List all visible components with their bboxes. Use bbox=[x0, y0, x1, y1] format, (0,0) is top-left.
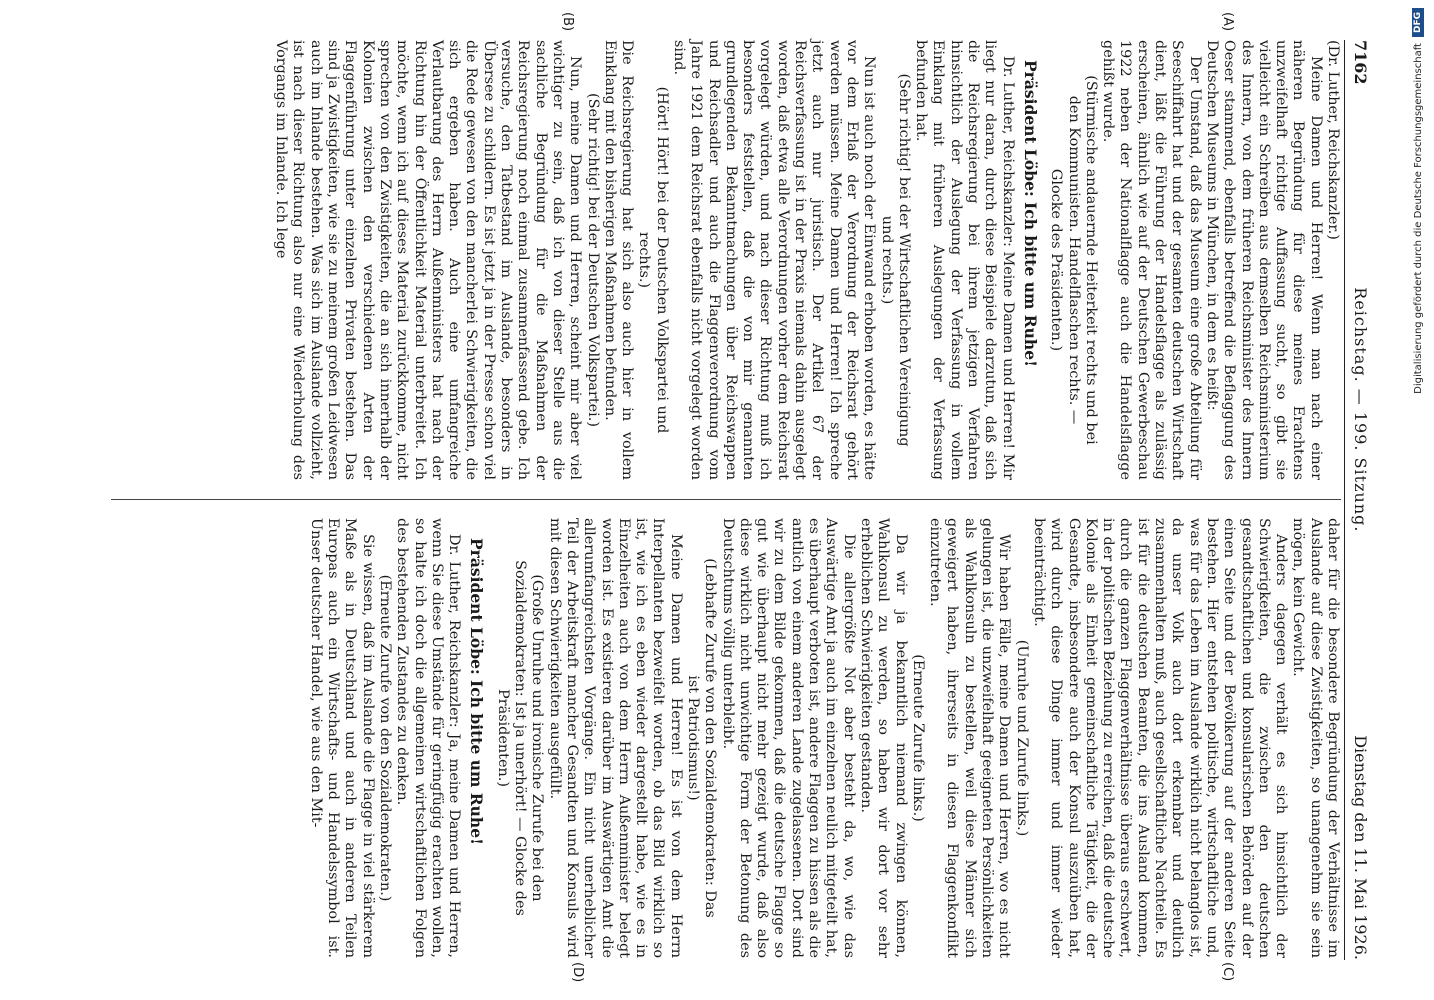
paragraph: Die allergrößte Not aber besteht da, wo, wie das Auswärtige Amt ja auch im einzelnen neulich mitgeteilt hat, es überhaupt verboten ist, andere Flaggen zu hissen als die amtlich von einem anderen Lande zugelassenen. Dort sind wir zu dem Bilde gekommen, daß die deutsche Flagge so gut wie überhaupt nicht mehr gezeigt wurde, daß also diese wirklich nicht unwichtige Form der Betonung des Deutschtums völlig unterbleibt. bbox=[719, 518, 857, 958]
page-header bbox=[1351, 40, 1385, 960]
interjection: (Stürmische andauernde Heiterkeit rechts und bei den Kommunisten. Handelflaschen rechts. — Glocke des Präsidenten.) bbox=[1048, 75, 1099, 445]
interjection: (Hört! Hört! bei der Deutschen Volkspartei und rechts.) bbox=[636, 86, 670, 434]
paragraph: Dr. Luther, Reichskanzler: Ja, meine Damen und Herren, wenn Sie diese Umstände für geringfügig erachten wollen, so halte ich doch die allgemeinen wirtschaftlichen Folgen des bestehenden Zustandes zu denken. bbox=[394, 518, 463, 958]
paragraph: Wir haben Fälle, meine Damen und Herren, wo es nicht gelungen ist, die unzweifelhaft geeigneten Persönlichkeiten als Wahlkonsuln zu bestellen, weil diese Männer sich geweigert haben, ihrerseits in diesen Flaggenkonflikt einzutreten. bbox=[927, 518, 1013, 958]
speaker-heading: Präsident Löbe: Ich bitte um Ruhe! bbox=[467, 538, 487, 845]
paragraph: Die Reichsregierung hat sich also auch hier in vollem Einklang mit den bisherigen Maßnahmen befunden. bbox=[601, 40, 636, 480]
interjection: (Erneute Zurufe links.) bbox=[909, 654, 926, 822]
header-date: Dienstag den 11. Mai 1926. bbox=[1351, 735, 1370, 960]
paragraph: Da wir ja bekanntlich niemand zwingen können, Wahlkonsul zu werden, so haben wir dort vor sehr erheblichen Schwierigkeiten gestanden. bbox=[857, 518, 909, 958]
right-column bbox=[111, 518, 1341, 958]
paragraph: daher für die besondere Begründung der Verhältnisse im Auslande auf diese Zwistigkeiten, so unangenehm sie sein mögen, kein Gewicht. bbox=[1290, 518, 1341, 958]
page-content-rotated bbox=[85, 12, 1385, 983]
left-column bbox=[111, 40, 1341, 480]
interjection: (Sehr richtig! bei der Wirtschaftlichen Vereinigung und rechts.) bbox=[878, 73, 912, 447]
paragraph: (Dr. Luther, Reichskanzler.) bbox=[1325, 40, 1341, 240]
margin-marker-b: (B) bbox=[560, 12, 575, 32]
paragraph: Meine Damen und Herren! Wenn man nach einer näheren Begründung für diese meines Erachtens unzweifelhaft richtige Auffassung sucht, so gibt sie vielleicht ein Schreiben aus demselben Reichsministerium des Innern, von dem früheren Reichsminister des Innern Oeser stammend, ebenfalls betreffend die Beflaggung des Deutschen Museums in München, in dem es heißt: bbox=[1203, 40, 1324, 480]
margin-marker-c: (C) bbox=[1220, 962, 1235, 982]
interjection: (Erneute Zurufe von den Sozialdemokraten.) bbox=[376, 574, 393, 902]
watermark-text: Digitalisierung gefördert durch die Deutsche Forschungsgemeinschaft bbox=[1412, 43, 1424, 394]
dfg-logo-icon: DFG bbox=[1412, 8, 1424, 37]
interjection: (Sehr richtig! bei der Deutschen Volkspartei.) bbox=[584, 93, 601, 427]
paragraph: Sie wissen, daß im Auslande die Flagge in viel stärkerem Maße als in Deutschland und auch in anderen Teilen Europas auch ein Wirtschafts- und Handelssymbol ist. Unser deutscher Handel, wie aus den Mit- bbox=[307, 518, 376, 958]
paragraph: Anders dagegen verhält es sich hinsichtlich der Schwierigkeiten, die zwischen den deutschen gesandtschaftlichen und konsularischen Behörden auf der einen Seite und der Bevölkerung auf der anderen Seite bestehen. Hier entstehen politische, wirtschaftliche und, was für das Leben im Auslande wirklich nicht belanglos ist, da unser Volk auch dort erkennbar und deutlich zusammenhalten muß, auch gesellschaftliche Nachteile. Es ist für die deutschen Beamten, die ins Ausland kommen, durch die ganzen Flaggenverhältnisse überaus erschwert, in der politischen Beziehung zu erreichen, daß die deutsche Kolonie als Einheit gemeinschaftliche Tätigkeit, die der Gesandte, insbesondere auch der Konsul auszuüben hat, wird durch diese Dinge immer und immer wieder beeinträchtigt. bbox=[1030, 518, 1290, 958]
page-number: 7162 bbox=[1351, 40, 1370, 85]
scanned-page bbox=[85, 12, 1385, 983]
margin-marker-d: (D) bbox=[570, 962, 585, 983]
paragraph: Der Umstand, daß das Museum eine große Abteilung für Seeschiffahrt hat und der gesamten deutschen Wirtschaft dient, läßt die Führung der Handelsflagge als zulässig erscheinen, ähnlich wie auf der Deutschen Gewerbeschau 1922 neben der Nationalflagge auch die Handelsflagge gehißt wurde. bbox=[1100, 40, 1203, 480]
speaker-heading: Präsident Löbe: Ich bitte um Ruhe! bbox=[1020, 60, 1040, 367]
column-divider bbox=[111, 499, 1341, 500]
interjection: (Unruhe und Zurufe links.) bbox=[1013, 639, 1030, 837]
header-title: Reichstag. — 199. Sitzung. bbox=[1351, 287, 1370, 533]
paragraph: Nun ist auch noch der Einwand erhoben worden, es hätte vor dem Erlaß der Verordnung der Reichsrat gehört werden müssen. Meine Damen und Herren! Ich spreche jetzt auch nur juristisch. Der Artikel 67 der Reichsverfassung ist in der Praxis niemals dahin ausgelegt worden, daß etwa alle Verordnungen vorher dem Reichsrat vorgelegt würden, und nach dieser Richtung muß ich besonders feststellen, daß die von mir genannten grundlegenden Bekanntmachungen über Reichswappen und Reichsadler und auch die Flaggenverordnung vom Jahre 1921 dem Reichsrat ebenfalls nicht vorgelegt worden sind. bbox=[671, 40, 878, 480]
header-rule bbox=[1344, 40, 1345, 960]
margin-marker-a: (A) bbox=[1220, 12, 1235, 32]
interjection: (Lebhafte Zurufe von den Sozialdemokraten: Das ist Patriotismus!) bbox=[685, 558, 719, 918]
paragraph: Nun, meine Damen und Herren, scheint mir aber viel wichtiger zu sein, daß ich von dieser Stelle aus die sachliche Begründung für die Maßnahmen der Reichsregierung noch einmal zusammenfassend gebe. Ich versuche, den Tatbestand im Auslande, besonders in Übersee zu schildern. Es ist jetzt ja in der Presse schon viel die Rede gewesen von den mancherlei Schwierigkeiten, die sich ergeben haben. Auch eine umfangreiche Verlautbarung des Herrn Außenministers hat nach der Richtung hin der Öffentlichkeit Material unterbreitet. Ich möchte, wenn ich auf dieses Material zurückkomme, nicht sprechen von den Zwistigkeiten, die an sich innerhalb der Kolonien zwischen den verschiedenen Arten der Flaggenführung unter einzelnen Privaten bestehen. Das sind ja Zwistigkeiten, wie sie zu meinem großen Leidwesen auch im Inlande bestehen. Was sich im Auslande vollzieht, ist nach dieser Richtung also nur eine Wiederholung des Vorgangs im Inlande. Ich lege bbox=[273, 40, 584, 480]
paragraph: Meine Damen und Herren! Es ist von dem Herrn Interpellanten bezweifelt worden, ob das Bild wirklich so ist, wie ich es eben wieder dargestellt habe, wie es in Einzelheiten auch von dem Herrn Außenminister belegt worden ist. Es existieren darüber im Auswärtigen Amt die allerumfangreichsten Vorgänge. Ein nicht unerheblicher Teil der Arbeitskraft mancher Gesandten und Konsuls wird mit diesen Schwierigkeiten ausgefüllt. bbox=[546, 518, 684, 958]
dfg-watermark bbox=[1402, 8, 1434, 1000]
paragraph: Dr. Luther, Reichskanzler: Meine Damen und Herren! Mir liegt nur daran, durch diese Beispiele darzutun, daß sich die Reichsregierung bei ihrem jetzigen Verfahren hinsichtlich der Auslegung der Verfassung in vollem Einklang mit früheren Auslegungen der Verfassung befunden hat. bbox=[913, 40, 1016, 480]
interjection: (Große Unruhe und ironische Zurufe bei den Sozialdemokraten: Ist ja unerhört! — Glocke des Präsidenten.) bbox=[494, 560, 546, 916]
